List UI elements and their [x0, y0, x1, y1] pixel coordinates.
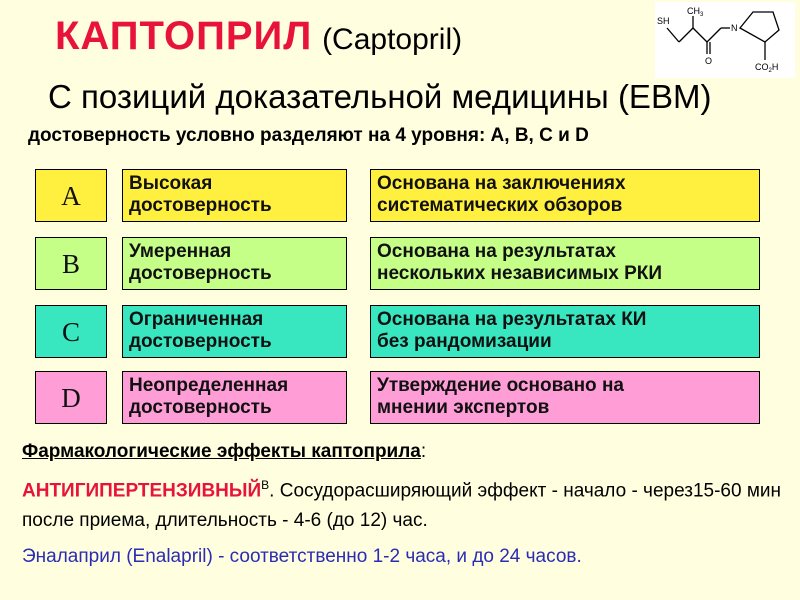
- level-a-line1: Высокая: [129, 173, 213, 194]
- level-a-letter: A: [35, 169, 107, 222]
- n-label: N: [731, 23, 738, 33]
- level-d-basis-line1: Утверждение основано на: [377, 375, 624, 396]
- effect-description: . Сосудорасширяющий эффект - начало - через15-60 мин после приема, длительность - 4-6 (до 12) час.: [22, 480, 781, 532]
- captopril-structure-diagram: [655, 2, 795, 78]
- level-d-basis-line2: мнении экспертов: [377, 397, 550, 418]
- ch3-label: $CH_3$: [687, 6, 704, 18]
- level-b-basis-line2: нескольких независимых РКИ: [377, 263, 662, 284]
- level-d-description: [122, 371, 347, 424]
- level-a-line2: достоверность: [129, 195, 272, 216]
- co2h-label: $CO_2H$: [755, 62, 779, 74]
- level-a-basis-line2: систематических обзоров: [377, 195, 623, 216]
- pharm-effects-heading: [22, 441, 426, 463]
- pharm-heading-text: Фармакологические эффекты каптоприла: [22, 441, 421, 462]
- intro-text: достоверность условно разделяют на 4 уровня: А, В, С и D: [28, 125, 589, 146]
- level-c-letter: C: [35, 305, 107, 358]
- page-subtitle: С позиций доказательной медицины (EBM): [48, 78, 712, 115]
- level-a-description: [122, 169, 347, 222]
- level-b-description: [122, 237, 347, 290]
- level-c-description: [122, 305, 347, 358]
- level-c-basis-line1: Основана на результатах КИ: [377, 309, 647, 330]
- level-c-line2: достоверность: [129, 331, 272, 352]
- level-d-line1: Неопределенная: [129, 375, 289, 396]
- level-d-letter: D: [35, 371, 107, 424]
- evidence-level-sup: В: [261, 478, 270, 492]
- level-a-basis-line1: Основана на заключениях: [377, 173, 626, 194]
- level-a-basis: [370, 169, 760, 222]
- level-b-basis: [370, 237, 760, 290]
- title-main: КАПТОПРИЛ: [55, 14, 313, 58]
- carbonyl-o-label: O: [705, 56, 713, 66]
- level-b-line1: Умеренная: [129, 241, 232, 262]
- level-b-letter: B: [35, 237, 107, 290]
- antihypertensive-label: АНТИГИПЕРТЕНЗИВНЫЙ: [22, 480, 262, 502]
- level-d-basis: [370, 371, 760, 424]
- title-latin: (Captopril): [322, 23, 463, 56]
- page-title: [55, 14, 462, 59]
- level-b-basis-line1: Основана на результатах: [377, 241, 616, 262]
- antihypertensive-effect-text: [22, 470, 782, 536]
- sh-label: SH: [657, 16, 670, 26]
- pharm-heading-colon: :: [420, 441, 427, 462]
- level-b-line2: достоверность: [129, 263, 272, 284]
- level-d-line2: достоверность: [129, 397, 272, 418]
- level-c-basis-line2: без рандомизации: [377, 331, 552, 352]
- enalapril-note: Эналаприл (Enalapril) - соответственно 1-2 часа, и до 24 часов.: [22, 546, 582, 567]
- level-c-basis: [370, 305, 760, 358]
- level-c-line1: Ограниченная: [129, 309, 264, 330]
